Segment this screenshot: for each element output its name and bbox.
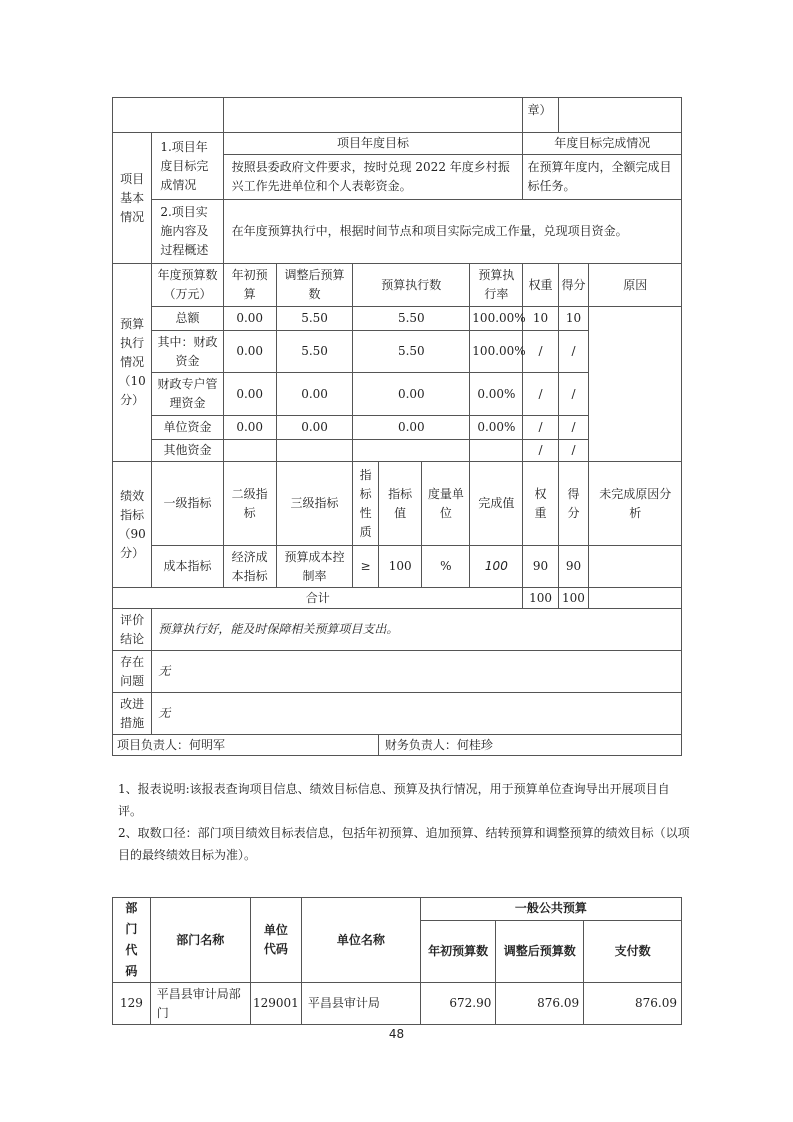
budget-header-annual: 年度预算数（万元） — [152, 264, 223, 307]
perf-header-reason: 未完成原因分析 — [589, 462, 682, 546]
budget-row — [113, 307, 682, 331]
budget-row-adjusted: 5.50 — [276, 331, 353, 373]
unit-name: 平昌县审计局 — [301, 983, 420, 1025]
dept-name: 平昌县审计局部门 — [150, 983, 250, 1025]
budget-row-executed — [353, 440, 470, 462]
budget-row-adjusted: 0.00 — [276, 416, 353, 440]
budget-row-weight: / — [523, 416, 558, 440]
conclusion-text: 预算执行好，能及时保障相关预算项目支出。 — [152, 609, 682, 651]
seal-text: 章） — [527, 103, 552, 117]
perf-header-score: 得分 — [558, 462, 589, 546]
budget-row-rate: 100.00% — [470, 307, 523, 331]
budget-row-rate: 0.00% — [470, 373, 523, 416]
perf-header-weight: 权重 — [523, 462, 558, 546]
perf-header-level1: 一级指标 — [152, 462, 223, 546]
perf-row-nature: ≥ — [353, 546, 379, 588]
budget-row-score: / — [558, 440, 589, 462]
header-unit-name: 单位名称 — [301, 898, 420, 983]
note-2: 2、取数口径：部门项目绩效目标表信息，包括年初预算、追加预算、结转预算和调整预算的绩效目标（以项目的最终绩效目标为准）。 — [118, 826, 690, 862]
top-blank-wide-cell — [223, 98, 523, 133]
perf-row-target: 100 — [378, 546, 422, 588]
budget-row-name: 财政专户管理资金 — [152, 373, 223, 416]
department-budget-table — [112, 897, 682, 1025]
performance-header-row — [113, 462, 682, 546]
adjusted-budget: 876.09 — [496, 983, 584, 1025]
perf-header-level3: 三级指标 — [276, 462, 353, 546]
budget-row-weight: / — [523, 373, 558, 416]
budget-row-rate: 100.00% — [470, 331, 523, 373]
budget-row-name: 其中：财政资金 — [152, 331, 223, 373]
budget-row-adjusted — [276, 440, 353, 462]
perf-header-level2: 二级指标 — [223, 462, 276, 546]
perf-header-nature: 指标性质 — [353, 462, 379, 546]
conclusion-label: 评价结论 — [113, 609, 152, 651]
budget-row-executed: 5.50 — [353, 307, 470, 331]
report-notes — [118, 778, 693, 866]
issues-row — [113, 651, 682, 693]
measures-row — [113, 693, 682, 735]
total-row — [113, 588, 682, 609]
note-1: 1、报表说明:该报表查询项目信息、绩效目标信息、预算及执行情况，用于预算单位查询导出开展项目自评。 — [118, 782, 670, 818]
budget-row-score: 10 — [558, 307, 589, 331]
perf-row-reason — [589, 546, 682, 588]
budget-row-initial: 0.00 — [223, 307, 276, 331]
initial-budget: 672.90 — [420, 983, 496, 1025]
paid-amount: 876.09 — [584, 983, 682, 1025]
measures-text: 无 — [152, 693, 682, 735]
perf-header-actual: 完成值 — [470, 462, 523, 546]
perf-header-unit: 度量单位 — [422, 462, 470, 546]
budget-row-executed: 0.00 — [353, 373, 470, 416]
perf-row-score: 90 — [558, 546, 589, 588]
budget-row-score: / — [558, 416, 589, 440]
perf-row-level1: 成本指标 — [152, 546, 223, 588]
total-weight: 100 — [523, 588, 558, 609]
perf-row-actual: 100 — [470, 546, 523, 588]
project-evaluation-table — [112, 97, 682, 756]
budget-row-executed: 5.50 — [353, 331, 470, 373]
completion-text: 在预算年度内，全额完成目标任务。 — [523, 155, 682, 200]
measures-label: 改进措施 — [113, 693, 152, 735]
header-paid: 支付数 — [584, 920, 682, 982]
budget-row-initial: 0.00 — [223, 331, 276, 373]
header-adjusted-budget: 调整后预算数 — [496, 920, 584, 982]
table-row — [113, 983, 682, 1025]
header-unit-code: 单位代码 — [250, 898, 301, 983]
process-text: 在年度预算执行中，根据时间节点和项目实际完成工作量，兑现项目资金。 — [223, 200, 681, 264]
budget-reason-cell — [589, 307, 682, 462]
budget-row-rate — [470, 440, 523, 462]
budget-row-initial: 0.00 — [223, 373, 276, 416]
seal-blank-cell — [558, 98, 681, 133]
budget-row-weight: / — [523, 440, 558, 462]
row1-label: 1.项目年度目标完成情况 — [152, 133, 223, 200]
header-dept-name: 部门名称 — [150, 898, 250, 983]
budget-section-label: 预算执行情况（10分） — [113, 264, 152, 462]
conclusion-row — [113, 609, 682, 651]
budget-row-weight: 10 — [523, 307, 558, 331]
budget-header-adjusted: 调整后预算数 — [276, 264, 353, 307]
perf-row-weight: 90 — [523, 546, 558, 588]
budget-header-initial: 年初预算 — [223, 264, 276, 307]
perf-row-level2: 经济成本指标 — [223, 546, 276, 588]
dept-code: 129 — [113, 983, 151, 1025]
budget-header-row — [113, 264, 682, 307]
total-score: 100 — [558, 588, 589, 609]
budget-row-score: / — [558, 331, 589, 373]
goal-text: 按照县委政府文件要求，按时兑现 2022 年度乡村振兴工作先进单位和个人表彰资金。 — [223, 155, 523, 200]
performance-section-label: 绩效指标（90分） — [113, 462, 152, 588]
basic-section-label: 项目基本情况 — [113, 133, 152, 264]
budget-header-reason: 原因 — [589, 264, 682, 307]
budget-row-initial: 0.00 — [223, 416, 276, 440]
budget-header-rate: 预算执行率 — [470, 264, 523, 307]
top-row — [113, 98, 682, 133]
issues-text: 无 — [152, 651, 682, 693]
seal-cell — [523, 98, 558, 133]
page-number: 48 — [388, 1027, 405, 1041]
signers-row — [113, 735, 682, 756]
row2-label: 2.项目实施内容及过程概述 — [152, 200, 223, 264]
budget-row-weight: / — [523, 331, 558, 373]
budget-header-weight: 权重 — [523, 264, 558, 307]
perf-row-level3: 预算成本控制率 — [276, 546, 353, 588]
budget-row-name: 其他资金 — [152, 440, 223, 462]
project-lead: 项目负责人：何明军 — [113, 735, 379, 756]
budget-row-name: 总额 — [152, 307, 223, 331]
budget-header-executed: 预算执行数 — [353, 264, 470, 307]
finance-lead: 财务负责人：何桂珍 — [378, 735, 681, 756]
budget-row-initial — [223, 440, 276, 462]
header-initial-budget: 年初预算数 — [420, 920, 496, 982]
budget-row-rate: 0.00% — [470, 416, 523, 440]
budget-row-score: / — [558, 373, 589, 416]
budget-row-adjusted: 5.50 — [276, 307, 353, 331]
budget-header-score: 得分 — [558, 264, 589, 307]
total-reason-cell — [589, 588, 682, 609]
completion-header: 年度目标完成情况 — [523, 133, 682, 155]
perf-header-target: 指标值 — [378, 462, 422, 546]
budget-row-name: 单位资金 — [152, 416, 223, 440]
top-blank-cell — [113, 98, 224, 133]
performance-row — [113, 546, 682, 588]
header-dept-code: 部门代码 — [113, 898, 151, 983]
budget-row-adjusted: 0.00 — [276, 373, 353, 416]
issues-label: 存在问题 — [113, 651, 152, 693]
budget-row-executed: 0.00 — [353, 416, 470, 440]
perf-row-unit: % — [422, 546, 470, 588]
goal-header: 项目年度目标 — [223, 133, 523, 155]
total-label: 合计 — [113, 588, 523, 609]
header-general-budget: 一般公共预算 — [420, 898, 681, 921]
unit-code: 129001 — [250, 983, 301, 1025]
